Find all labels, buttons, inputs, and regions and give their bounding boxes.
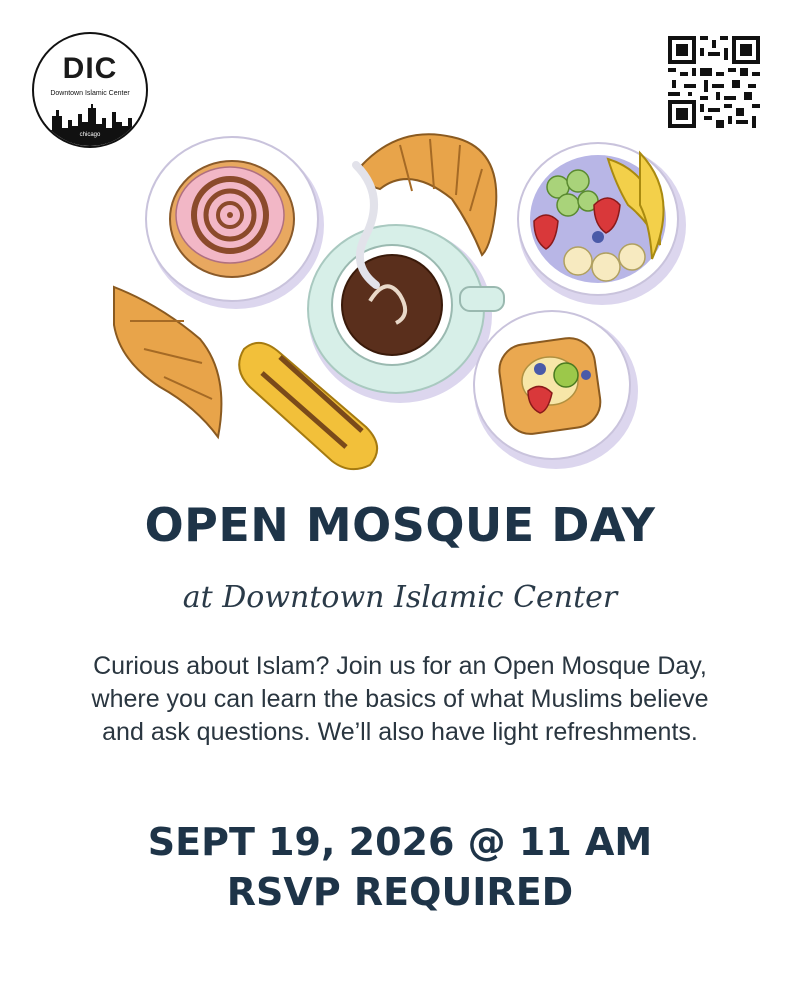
fruit-bowl-icon — [518, 143, 686, 305]
logo-mark: DIC — [62, 52, 118, 85]
event-subtitle: at Downtown Islamic Center — [182, 580, 618, 615]
event-date: SEPT 19, 2026 @ 11 AM — [147, 820, 653, 864]
logo-name: Downtown Islamic Center — [50, 90, 130, 97]
breakfast-illustration — [100, 125, 700, 485]
rsvp-notice: RSVP REQUIRED — [226, 870, 574, 914]
qr-code-icon[interactable] — [668, 36, 760, 128]
logo-city: chicago — [79, 132, 101, 138]
event-description: Curious about Islam? Join us for an Open Mosque Day, where you can learn the basics of what Muslims believe and ask questions. We’ll also have light refreshments. — [91, 652, 709, 746]
danish-icon — [474, 311, 638, 469]
cinnamon-roll-icon — [146, 137, 324, 309]
croissant-icon — [114, 287, 221, 437]
event-title: OPEN MOSQUE DAY — [144, 498, 656, 552]
